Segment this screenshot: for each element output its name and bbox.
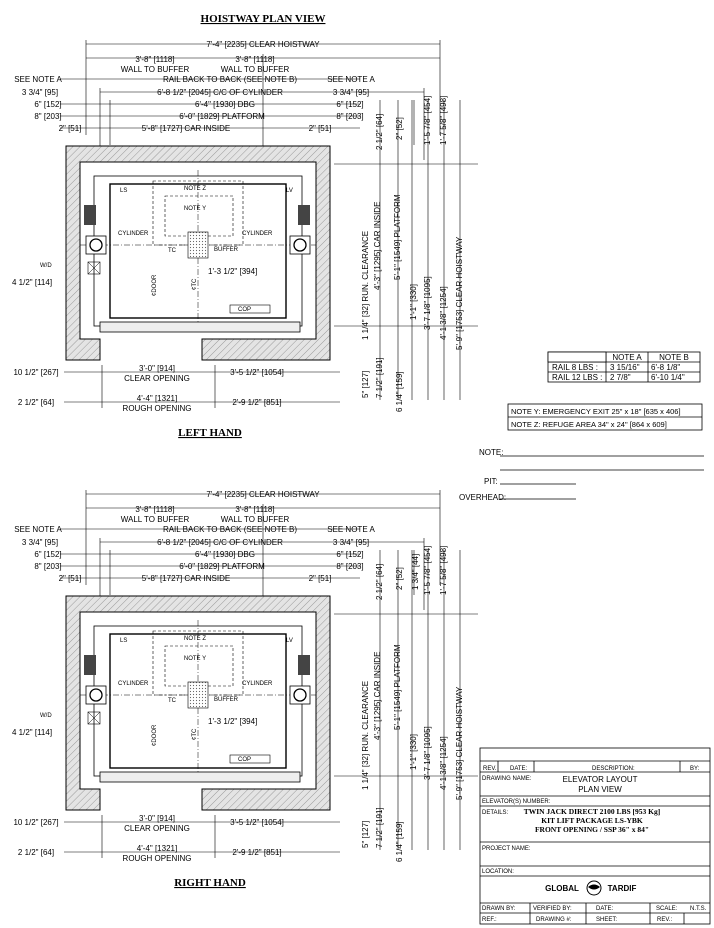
rh-note-z-label: NOTE Z [184, 636, 206, 642]
title-block [480, 748, 710, 924]
dim-v-1-7: 1'-7 5/8" [498] [439, 95, 448, 145]
rh-cylinder-left-label: CYLINDER [118, 681, 149, 687]
buffer-label: BUFFER [214, 247, 238, 253]
dim-clear-opening: 3'-0" [914] [139, 364, 175, 373]
dim-v-1-5: 1'-5 7/8" [454] [423, 95, 432, 145]
dim-cc-cylinder: 6'-8 1/2" [2045] C/C OF CYLINDER [157, 88, 283, 97]
rh-dim-3-3-4-right: 3 3/4" [95] [332, 538, 370, 547]
rh-dim-rough-opening: 4'-4" [1321] [136, 844, 178, 853]
note-b-header: NOTE B [659, 353, 689, 362]
rh-dim-rail-btb: RAIL BACK TO BACK (SEE NOTE B) [162, 525, 298, 534]
dim-car-inside-v: 4'-3" [1295] CAR INSIDE [373, 201, 382, 290]
notes-yz [508, 404, 702, 430]
tb-ref: REF.: [482, 917, 497, 923]
see-note-a-right: SEE NOTE A [327, 75, 375, 84]
dim-rail-btb: RAIL BACK TO BACK (SEE NOTE B) [162, 75, 298, 84]
rh-dim-v-1-7: 1'-7 5/8" [498] [439, 545, 448, 595]
rh-dim-v-2: 2" [52] [395, 567, 404, 590]
tb-by: BY: [690, 766, 700, 772]
rh-buffer-label: BUFFER [214, 697, 238, 703]
rh-dim-rough-opening-label: ROUGH OPENING [122, 854, 192, 863]
rh-dim-car-inside-v: 4'-3" [1295] CAR INSIDE [373, 651, 382, 740]
rh-door-centerline-label: ¢DOOR [152, 724, 158, 746]
rh-dim-8-right: 8" [203] [336, 562, 364, 571]
rh-dim-run-clearance: 1 1/4" [32] RUN. CLEARANCE [361, 680, 370, 790]
tb-sheet: SHEET: [596, 917, 618, 923]
rh-dim-2-1-2: 2 1/2" [64] [17, 848, 55, 857]
right-hand-plan-body [12, 490, 478, 889]
rh-cop-label: COP [238, 757, 252, 763]
dim-1-3-1-2: 1'-3 1/2" [394] [208, 267, 258, 276]
rh-tc-label: TC [168, 698, 176, 704]
rh-dim-1-3-1-2: 1'-3 1/2" [394] [208, 717, 258, 726]
lv-label: LV [286, 188, 293, 194]
rh-dim-6-right: 6" [152] [336, 550, 364, 559]
dim-2-1-2: 2 1/2" [64] [17, 398, 55, 407]
rh-dim-clear-opening: 3'-0" [914] [139, 814, 175, 823]
dim-v-5: 5" [127] [361, 370, 370, 398]
rh-dim-v-5-9: 5'-9" [1753] CLEAR HOISTWAY [455, 686, 464, 800]
rh-dim-dbg: 6'-4" [1930] DBG [195, 550, 255, 559]
dim-v-1-1: 1'-1" [330] [409, 284, 418, 320]
rail8-note-b: 6'-8 1/8" [651, 363, 681, 372]
tb-description: DESCRIPTION: [592, 766, 635, 772]
dim-10-1-2: 10 1/2" [267] [13, 368, 59, 377]
rh-dim-v-6: 6 1/4" [159] [395, 821, 404, 862]
dim-3-5-1-2: 3'-5 1/2" [1054] [230, 368, 284, 377]
door-centerline-label: ¢DOOR [152, 274, 158, 296]
rh-door-sill [100, 772, 300, 782]
rh-lv-label: LV [286, 638, 293, 644]
rh-ls-label: LS [120, 638, 128, 644]
dim-v-5-9: 5'-9" [1753] CLEAR HOISTWAY [455, 236, 464, 350]
wd-label: W/D [40, 263, 52, 269]
rail12-label: RAIL 12 LBS : [552, 373, 603, 382]
rh-dim-w2b-right-label: WALL TO BUFFER [220, 515, 290, 524]
rh-note-y-label: NOTE Y [183, 656, 207, 662]
dim-v-6: 6 1/4" [159] [395, 371, 404, 412]
rh-dim-clear-opening-label: CLEAR OPENING [124, 824, 190, 833]
dim-v-4-1: 4'-1 3/8" [1254] [439, 286, 448, 340]
plan-title: HOISTWAY PLAN VIEW [200, 13, 326, 25]
rh-dim-car-inside: 5'-8" [1727] CAR INSIDE [141, 574, 231, 583]
dim-car-inside: 5'-8" [1727] CAR INSIDE [141, 124, 231, 133]
rh-dim-v-1-1: 1'-1" [330] [409, 734, 418, 770]
emergency-exit [165, 196, 233, 236]
dim-4-1-2: 4 1/2" [114] [12, 278, 53, 287]
dim-3-3-4-right: 3 3/4" [95] [332, 88, 370, 97]
tb-drawing-number: DRAWING #: [536, 917, 572, 923]
rail12-note-a: 2 7/8" [610, 373, 631, 382]
rh-dim-platform: 6'-0" [1829] PLATFORM [179, 562, 265, 571]
tb-rev-2: REV.: [657, 917, 673, 923]
rh-dim-v-5: 5" [127] [361, 820, 370, 848]
dim-w2b-right: 3'-8" [1118] [235, 55, 275, 64]
rh-dim-2-right: 2" [51] [308, 574, 332, 583]
dim-platform: 6'-0" [1829] PLATFORM [179, 112, 265, 121]
tb-location: LOCATION: [482, 869, 514, 875]
left-hand-plan [12, 13, 478, 439]
rh-dim-v-4-1: 4'-1 3/8" [1254] [439, 736, 448, 790]
note-a-header: NOTE A [612, 353, 642, 362]
tb-rev: REV. [483, 766, 497, 772]
rh-see-note-a-right: SEE NOTE A [327, 525, 375, 534]
dim-w2b-left-label: WALL TO BUFFER [120, 65, 190, 74]
buffer [188, 232, 208, 258]
dim-v-2: 2" [52] [395, 117, 404, 140]
dim-3-3-4-left: 3 3/4" [95] [21, 88, 59, 97]
rh-dim-w2b-right: 3'-8" [1118] [235, 505, 275, 514]
rh-dim-clear-hoistway: 7'-4" [2235] CLEAR HOISTWAY [206, 490, 320, 499]
rh-wd-label: W/D [40, 713, 52, 719]
rh-dim-cc-cylinder: 6'-8 1/2" [2045] C/C OF CYLINDER [157, 538, 283, 547]
tc-centerline-label: ¢TC [192, 278, 198, 290]
tb-date: DATE: [510, 766, 528, 772]
rh-dim-2-left: 2" [51] [58, 574, 82, 583]
dim-2-9-1-2: 2'-9 1/2" [851] [232, 398, 282, 407]
cylinder-left-label: CYLINDER [118, 231, 149, 237]
rh-emergency-exit [165, 646, 233, 686]
dim-w2b-right-label: WALL TO BUFFER [220, 65, 290, 74]
tb-drawn-by: DRAWN BY: [482, 906, 516, 912]
project-fields [459, 448, 704, 502]
rail8-label: RAIL 8 LBS : [552, 363, 598, 372]
note-z-text: NOTE Z: REFUGE AREA 34" x 24" [864 x 609] [511, 420, 667, 429]
rail-right [298, 205, 310, 225]
dim-w2b-left: 3'-8" [1118] [135, 55, 175, 64]
note-y-text: NOTE Y: EMERGENCY EXIT 25" x 18" [635 x 406] [511, 407, 681, 416]
rh-dim-v-2-1-2: 2 1/2" [64] [375, 563, 384, 600]
dim-8-left: 8" [203] [34, 112, 62, 121]
rh-dim-w2b-left-label: WALL TO BUFFER [120, 515, 190, 524]
dim-run-clearance: 1 1/4" [32] RUN. CLEARANCE [361, 230, 370, 340]
rh-buffer [188, 682, 208, 708]
dim-dbg: 6'-4" [1930] DBG [195, 100, 255, 109]
right-hand-plan [12, 490, 478, 889]
dim-rough-opening: 4'-4" [1321] [136, 394, 178, 403]
cylinder-right-label: CYLINDER [242, 231, 273, 237]
dim-6-left: 6" [152] [34, 100, 62, 109]
right-hand-label: RIGHT HAND [174, 877, 246, 889]
dim-clear-opening-label: CLEAR OPENING [124, 374, 190, 383]
tb-drawing-name-label: DRAWING NAME: [482, 776, 532, 782]
tb-details-2: KIT LIFT PACKAGE LS-YBK [541, 816, 643, 825]
cop-label: COP [238, 307, 252, 313]
dim-2-left: 2" [51] [58, 124, 82, 133]
tb-project-name: PROJECT NAME: [482, 846, 531, 852]
dim-rough-opening-label: ROUGH OPENING [122, 404, 192, 413]
rh-see-note-a-left: SEE NOTE A [14, 525, 62, 534]
tb-brand-right: TARDIF [607, 884, 637, 893]
tb-date-2: DATE: [596, 906, 614, 912]
tb-details-3: FRONT OPENING / SSP 36" x 84" [534, 825, 650, 834]
dim-6-right: 6" [152] [336, 100, 364, 109]
dim-clear-hoistway: 7'-4" [2235] CLEAR HOISTWAY [206, 40, 320, 49]
rh-rail-right [298, 655, 310, 675]
pit-field-label: PIT: [484, 477, 498, 486]
rh-dim-3-3-4-left: 3 3/4" [95] [21, 538, 59, 547]
note-z-label: NOTE Z [184, 186, 206, 192]
tb-drawing-name-1: ELEVATOR LAYOUT [562, 775, 638, 784]
rh-tc-centerline-label: ¢TC [192, 728, 198, 740]
dim-v-2-1-2: 2 1/2" [64] [375, 113, 384, 150]
tb-verified-by: VERIFIED BY: [533, 906, 572, 912]
ls-label: LS [120, 188, 128, 194]
tb-details-1: TWIN JACK DIRECT 2100 LBS [953 Kg] [523, 807, 661, 816]
rh-dim-8-left: 8" [203] [34, 562, 62, 571]
rh-dim-4-1-2: 4 1/2" [114] [12, 728, 53, 737]
rail8-note-a: 3 15/16" [610, 363, 640, 372]
rh-dim-platform-v: 5'-1" [1549] PLATFORM [393, 644, 402, 730]
rail-left [84, 205, 96, 225]
rh-dim-6-left: 6" [152] [34, 550, 62, 559]
overhead-field-label: OVERHEAD: [459, 493, 507, 502]
tb-elevators-number: ELEVATOR(S) NUMBER: [482, 799, 551, 805]
rh-dim-3-5-1-2: 3'-5 1/2" [1054] [230, 818, 284, 827]
rh-dim-2-9-1-2: 2'-9 1/2" [851] [232, 848, 282, 857]
rail12-note-b: 6'-10 1/4" [651, 373, 685, 382]
rh-rail-left [84, 655, 96, 675]
rh-dim-v-7: 7 1/2" [191] [375, 807, 384, 848]
tb-scale-value: N.T.S. [690, 906, 707, 912]
rh-dim-10-1-2: 10 1/2" [267] [13, 818, 59, 827]
dim-v-3-7: 3'-7 1/8" [1095] [423, 276, 432, 330]
rh-dim-v-1-3-4: 1 3/4" [44] [411, 553, 420, 590]
dim-v-7: 7 1/2" [191] [375, 357, 384, 398]
dim-platform-v: 5'-1" [1549] PLATFORM [393, 194, 402, 280]
door-sill [100, 322, 300, 332]
dim-2-right: 2" [51] [308, 124, 332, 133]
rh-dim-v-1-5: 1'-5 7/8" [454] [423, 545, 432, 595]
tb-details-label: DETAILS: [482, 810, 509, 816]
rh-cylinder-right-label: CYLINDER [242, 681, 273, 687]
note-y-label: NOTE Y [183, 206, 207, 212]
tb-brand-left: GLOBAL [545, 884, 579, 893]
rail-notes-table [548, 352, 700, 382]
dim-8-right: 8" [203] [336, 112, 364, 121]
tb-drawing-name-2: PLAN VIEW [578, 785, 622, 794]
rh-dim-w2b-left: 3'-8" [1118] [135, 505, 175, 514]
left-hand-label: LEFT HAND [178, 427, 242, 439]
note-field-label: NOTE: [479, 448, 504, 457]
tb-scale: SCALE: [656, 906, 678, 912]
tc-label: TC [168, 248, 176, 254]
see-note-a-left: SEE NOTE A [14, 75, 62, 84]
rh-dim-v-3-7: 3'-7 1/8" [1095] [423, 726, 432, 780]
